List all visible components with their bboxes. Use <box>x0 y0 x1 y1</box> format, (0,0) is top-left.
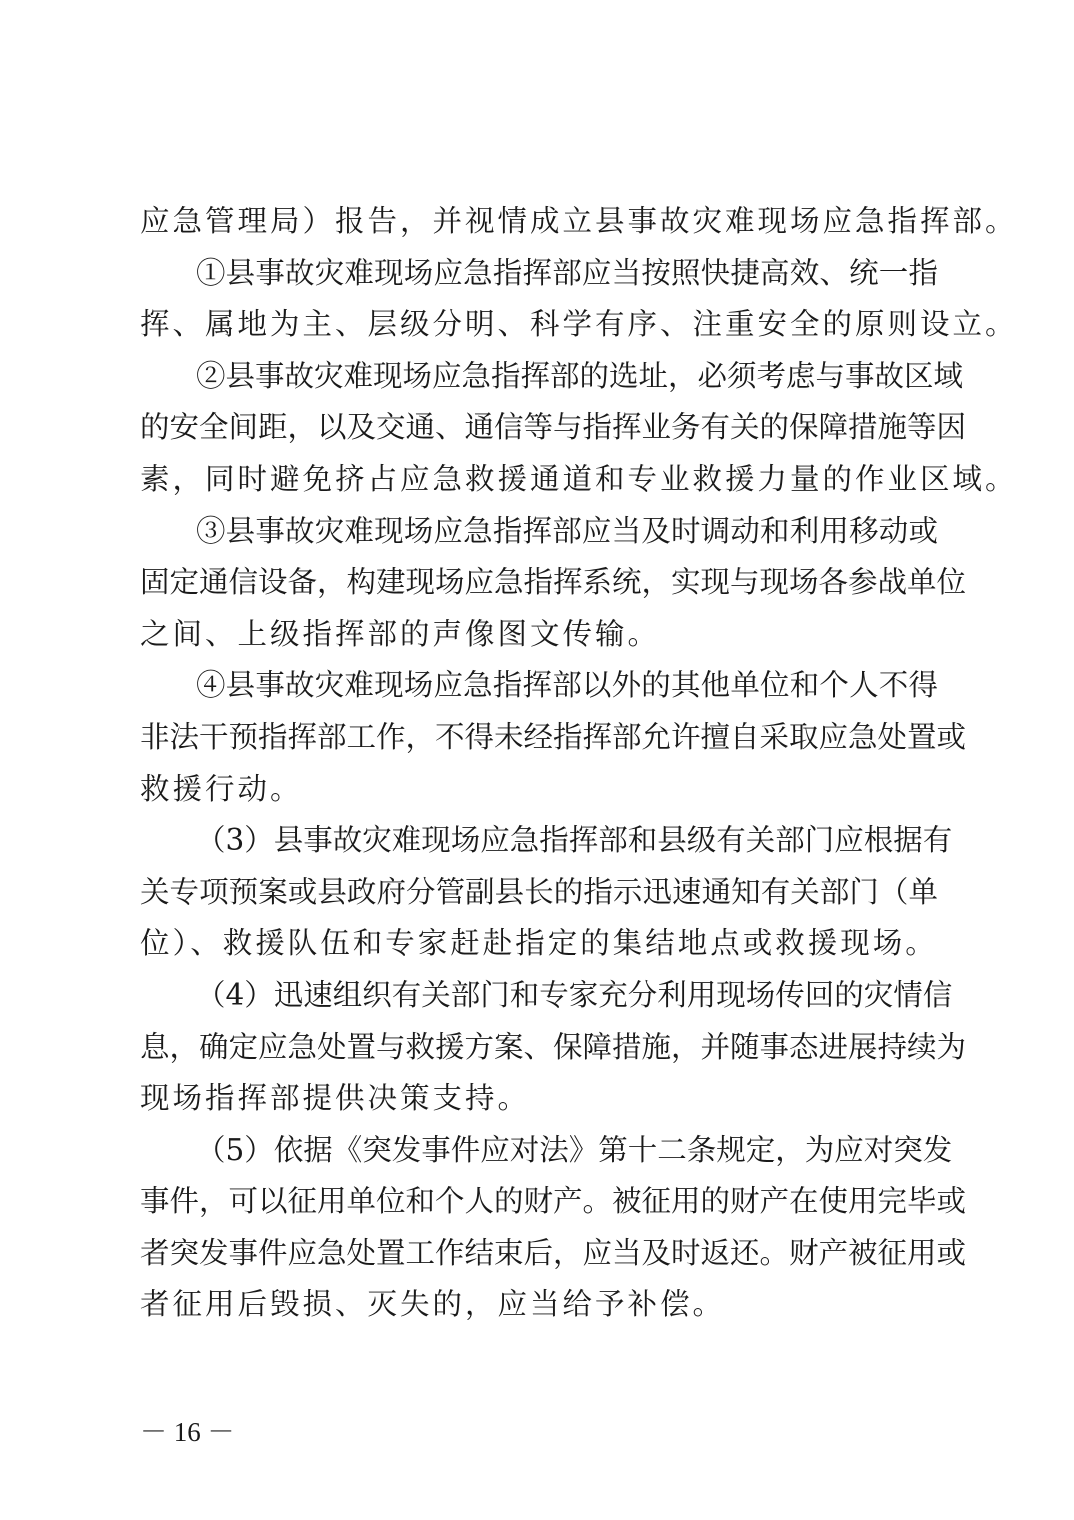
text-line: 关专项预案或县政府分管副县长的指示迅速通知有关部门（单 <box>140 874 938 909</box>
text-line: 素，同时避免挤占应急救援通道和专业救援力量的作业区域。 <box>140 461 1018 496</box>
text-line: 息，确定应急处置与救援方案、保障措施，并随事态进展持续为 <box>140 1029 967 1064</box>
text-line: ②县事故灾难现场应急指挥部的选址，必须考虑与事故区域 <box>196 358 964 393</box>
text-line: 的安全间距，以及交通、通信等与指挥业务有关的保障措施等因 <box>140 410 967 445</box>
text-line: （5）依据《突发事件应对法》第十二条规定，为应对突发 <box>196 1132 953 1167</box>
text-line: 救援行动。 <box>140 771 303 806</box>
text-line: ①县事故灾难现场应急指挥部应当按照快捷高效、统一指 <box>196 255 938 290</box>
text-line: 之间、上级指挥部的声像图文传输。 <box>140 616 661 651</box>
text-line: 非法干预指挥部工作，不得未经指挥部允许擅自采取应急处置或 <box>140 719 967 754</box>
text-line: ③县事故灾难现场应急指挥部应当及时调动和利用移动或 <box>196 513 938 548</box>
text-line: 应急管理局）报告，并视情成立县事故灾难现场应急指挥部。 <box>140 204 1018 238</box>
body-text <box>140 196 1018 1331</box>
page-number: － 16 － <box>140 1417 235 1447</box>
text-line: 者突发事件应急处置工作结束后，应当及时返还。财产被征用或 <box>140 1235 967 1270</box>
text-line: 事件，可以征用单位和个人的财产。被征用的财产在使用完毕或 <box>140 1184 967 1219</box>
text-line: 固定通信设备，构建现场应急指挥系统，实现与现场各参战单位 <box>140 565 967 600</box>
text-line: 位）、救援队伍和专家赶赴指定的集结地点或救援现场。 <box>140 926 938 961</box>
text-line: 者征用后毁损、灭失的，应当给予补偿。 <box>140 1287 726 1322</box>
text-line: ④县事故灾难现场应急指挥部以外的其他单位和个人不得 <box>196 668 938 703</box>
text-line: 现场指挥部提供决策支持。 <box>140 1081 531 1116</box>
text-line: （4）迅速组织有关部门和专家充分利用现场传回的灾情信 <box>196 977 953 1012</box>
text-line: 挥、属地为主、层级分明、科学有序、注重安全的原则设立。 <box>140 307 1018 342</box>
text-line: （3）县事故灾难现场应急指挥部和县级有关部门应根据有 <box>196 823 953 858</box>
